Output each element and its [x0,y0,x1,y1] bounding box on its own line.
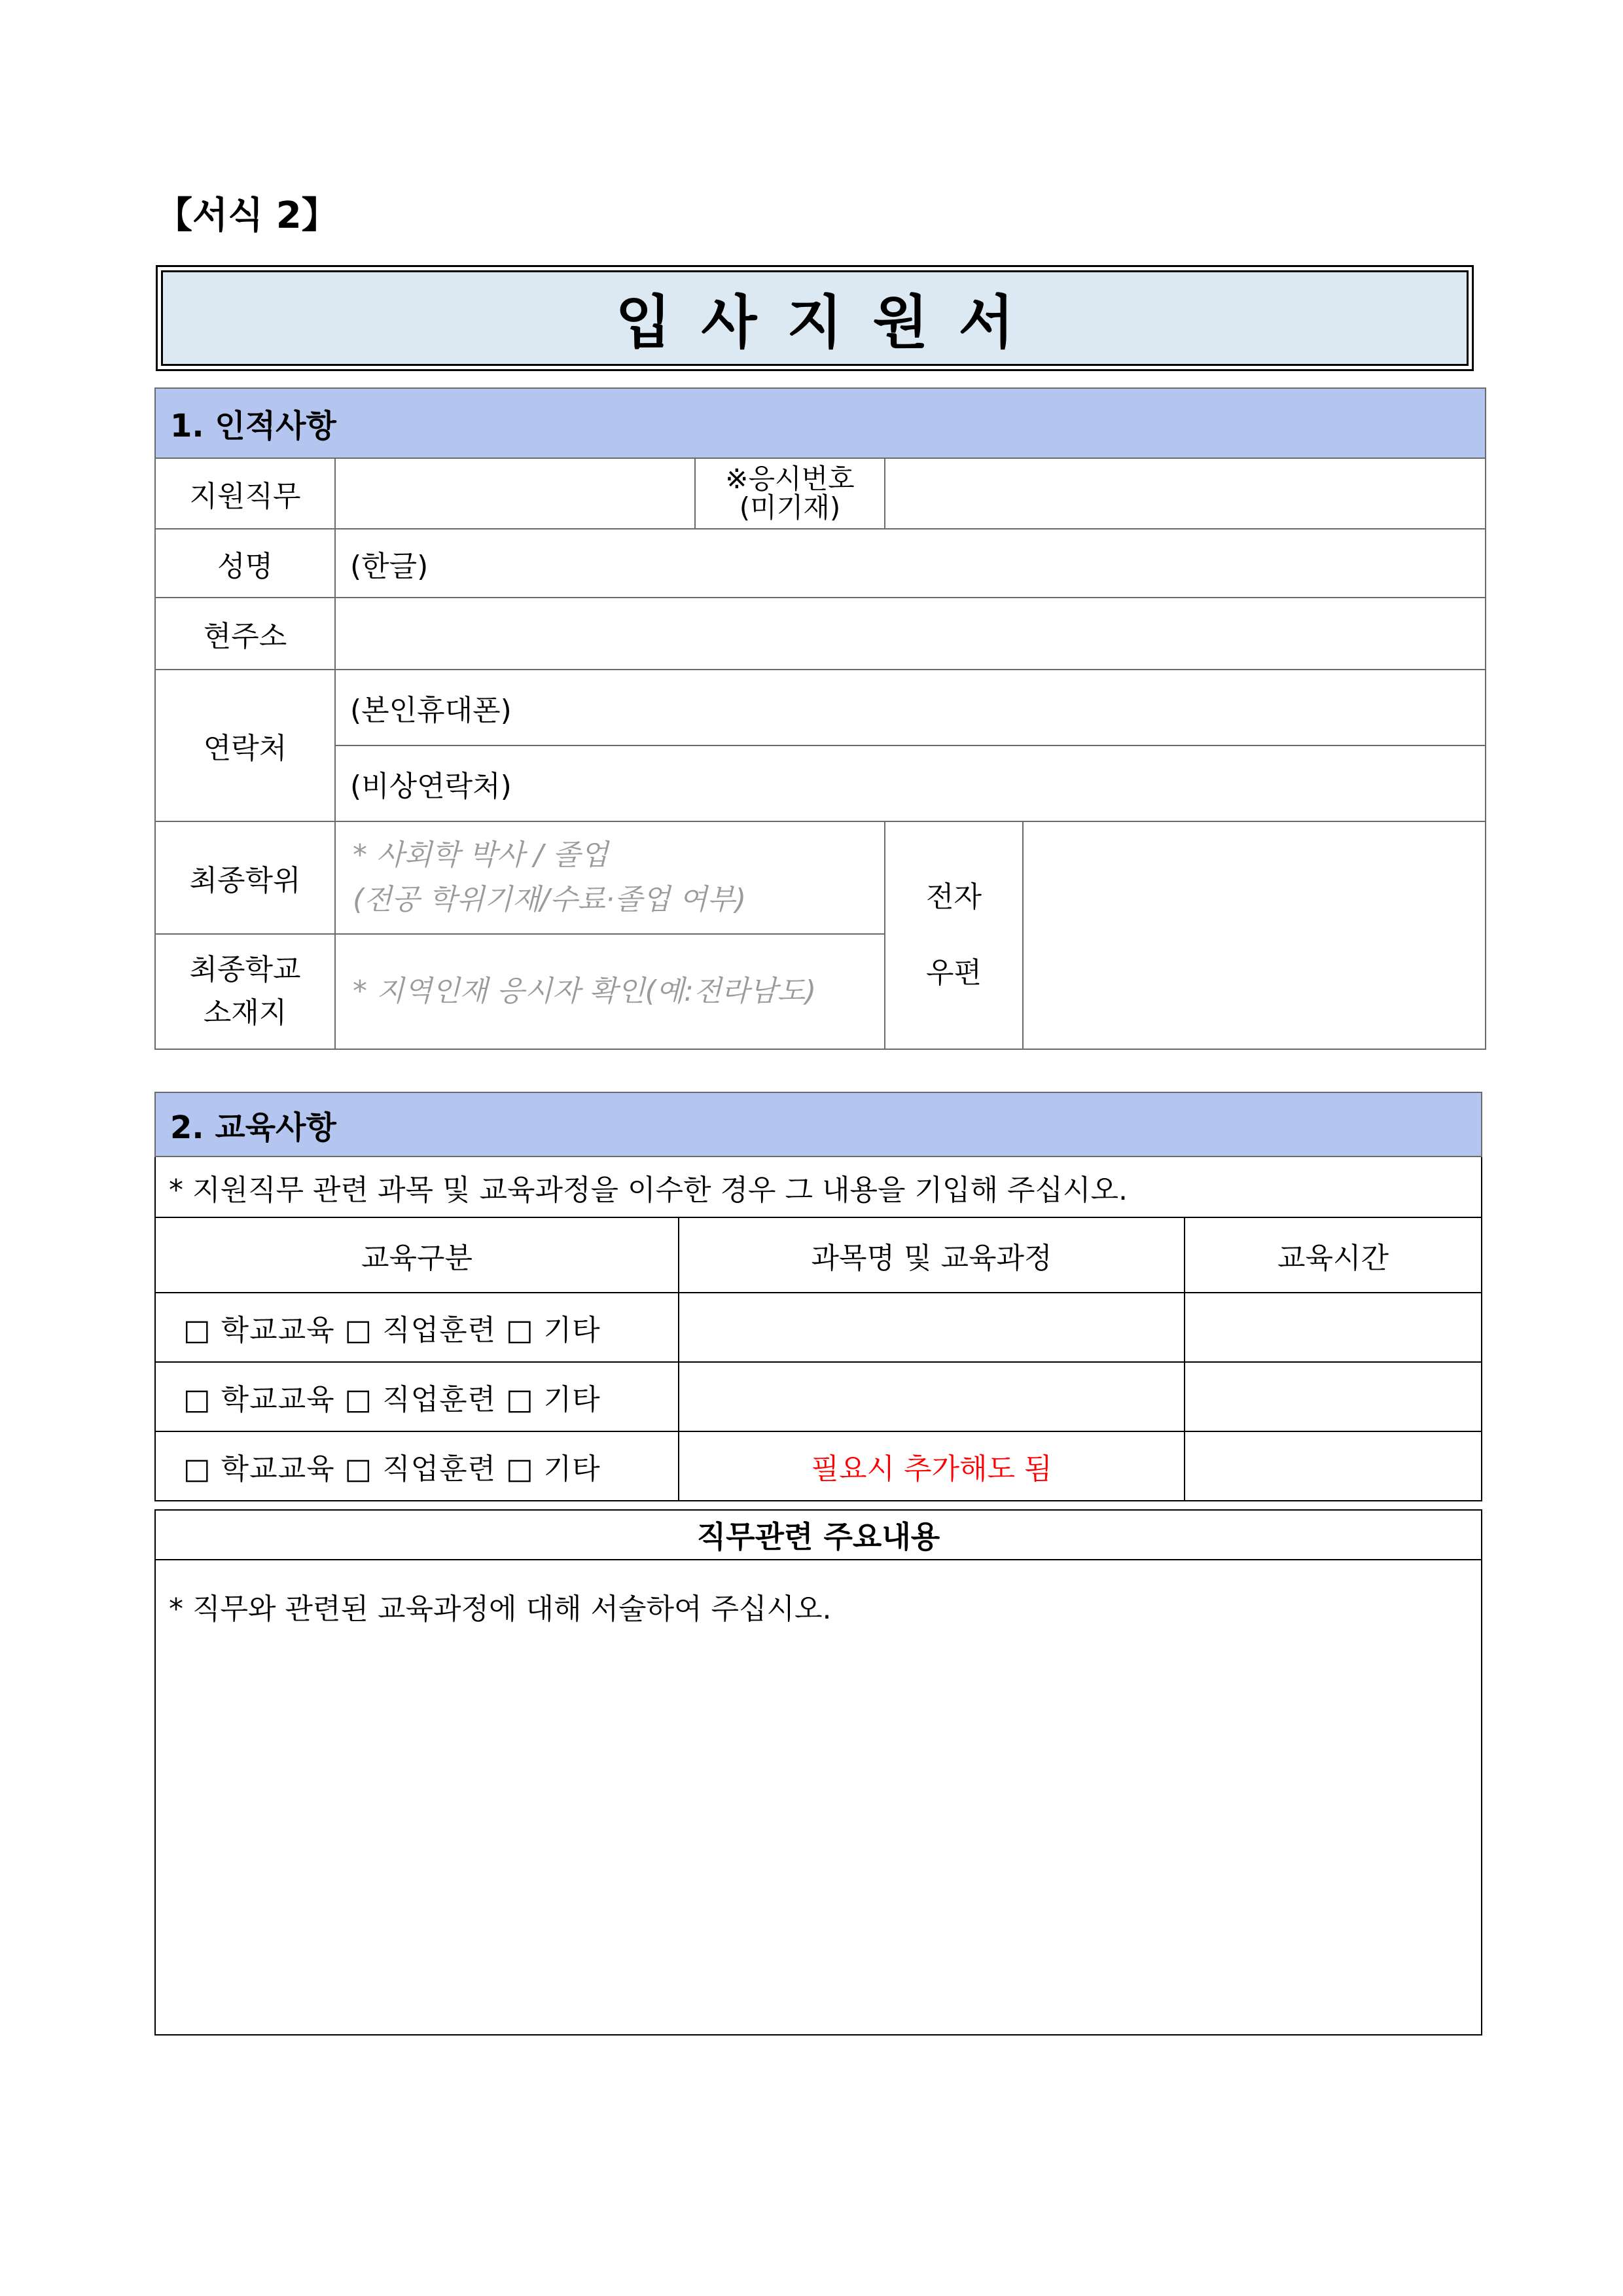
address-label: 현주소 [155,598,335,670]
job-details-table [154,1509,1482,2036]
job-details-field[interactable] [155,1560,1482,2035]
hours-field[interactable] [1185,1362,1482,1431]
hours-field[interactable] [1185,1293,1482,1362]
degree-label: 최종학위 [155,821,335,934]
col-education-type: 교육구분 [155,1217,679,1293]
school-location-label-line2: 소재지 [203,996,287,1030]
course-field[interactable] [679,1362,1185,1431]
school-location-label [155,934,335,1049]
job-details-note: * 직무와 관련된 교육과정에 대해 서술하여 주십시오. [169,1592,832,1626]
education-table [154,1092,1482,1501]
exam-number-label-line2: (미기재) [739,492,841,524]
hours-field[interactable] [1185,1431,1482,1501]
degree-hint-line2: (전공 학위기재/수료·졸업 여부) [353,883,747,916]
emergency-contact-field[interactable]: (비상연락처) [335,745,1486,821]
email-label-line2: 우편 [925,956,982,990]
contact-label: 연락처 [155,670,335,821]
name-label: 성명 [155,529,335,598]
education-type-options[interactable]: □ 학교교육 □ 직업훈련 □ 기타 [155,1431,679,1501]
exam-number-label-line1: ※응시번호 [725,463,855,495]
education-note: * 지원직무 관련 과목 및 교육과정을 이수한 경우 그 내용을 기입해 주십시오. [155,1157,1482,1217]
section2-header: 2. 교육사항 [155,1092,1482,1157]
course-field[interactable]: 필요시 추가해도 됨 [679,1431,1185,1501]
name-field[interactable]: (한글) [335,529,1486,598]
title-inner [161,270,1469,366]
section1-header: 1. 인적사항 [155,388,1486,458]
education-type-options[interactable]: □ 학교교육 □ 직업훈련 □ 기타 [155,1362,679,1431]
school-location-label-line1: 최종학교 [189,953,301,986]
job-details-header: 직무관련 주요내용 [155,1510,1482,1560]
col-course-name: 과목명 및 교육과정 [679,1217,1185,1293]
job-label: 지원직무 [155,458,335,529]
school-location-field[interactable]: * 지역인재 응시자 확인(예:전라남도) [335,934,885,1049]
personal-info-table [154,387,1486,1050]
mobile-field[interactable]: (본인휴대폰) [335,670,1486,745]
title-box [156,265,1474,371]
exam-number-label [695,458,885,529]
email-label [885,821,1023,1049]
email-field[interactable] [1023,821,1486,1049]
email-label-line1: 전자 [925,880,982,914]
job-field[interactable] [335,458,695,529]
col-education-hours: 교육시간 [1185,1217,1482,1293]
education-type-options[interactable]: □ 학교교육 □ 직업훈련 □ 기타 [155,1293,679,1362]
degree-hint-line1: * 사회학 박사 / 졸업 [353,838,609,872]
exam-number-field[interactable] [885,458,1486,529]
address-field[interactable] [335,598,1486,670]
degree-field[interactable] [335,821,885,934]
document-title: 입사지원서 [615,289,1044,356]
course-field[interactable] [679,1293,1185,1362]
form-number-label: 【서식 2】 [156,194,338,237]
